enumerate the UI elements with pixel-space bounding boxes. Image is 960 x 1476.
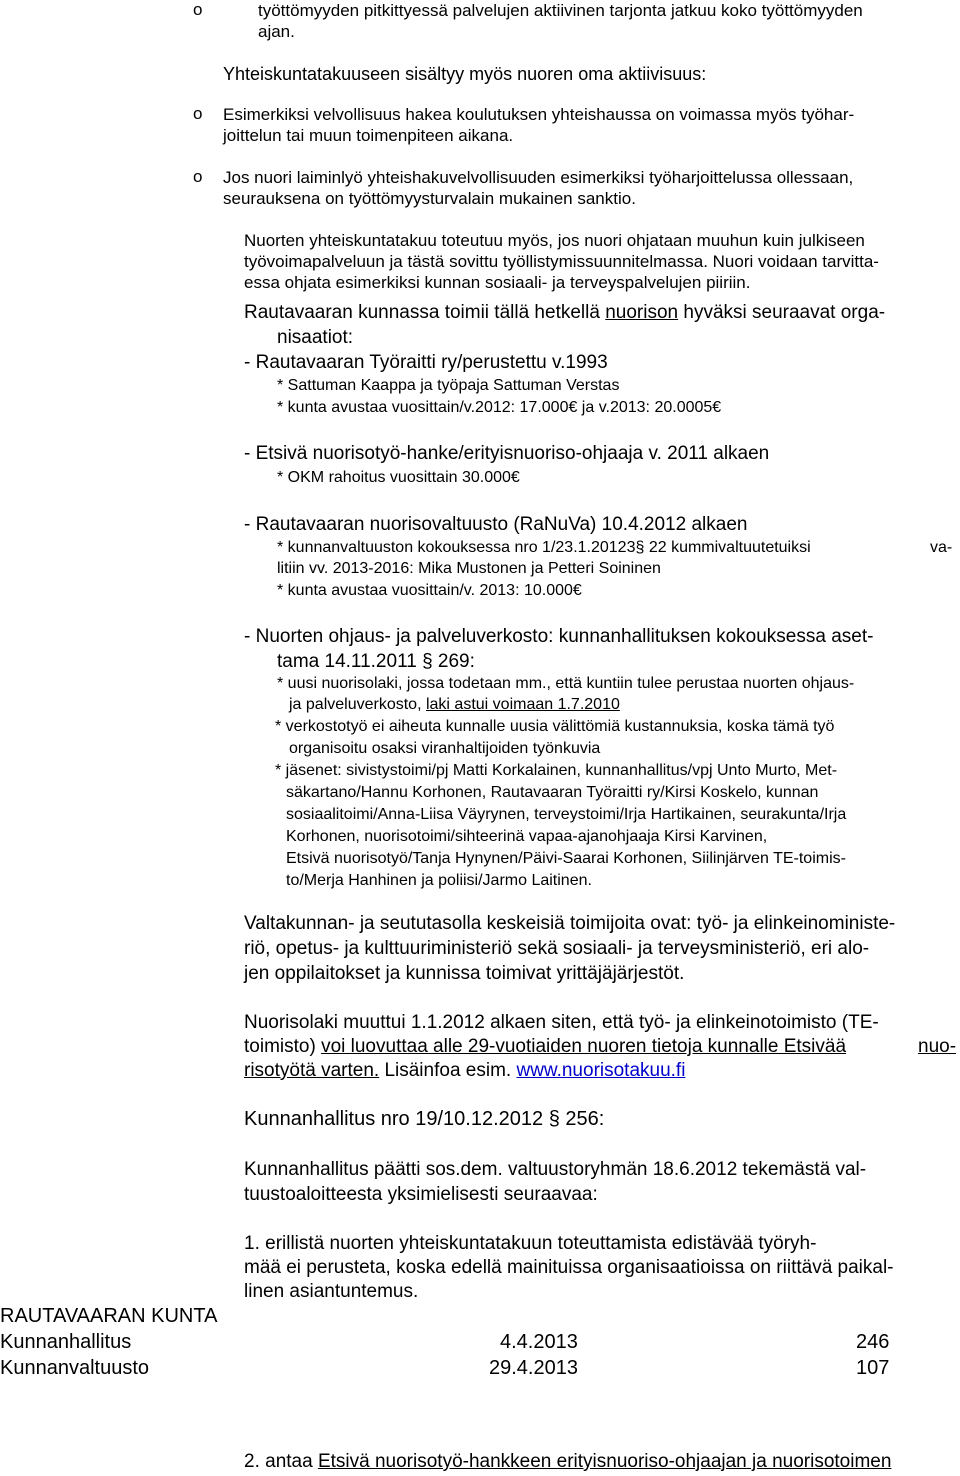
bullet-text: Esimerkiksi velvollisuus hakea koulutuksen yhteishaussa on voimassa myös työhar- bbox=[223, 105, 855, 124]
org-detail: sosiaalitoimi/Anna-Liisa Väyrynen, terveystoimi/Irja Hartikainen, seurakunta/Irja bbox=[286, 806, 847, 823]
bullet-text: ajan. bbox=[258, 22, 295, 41]
paragraph-line: Valtakunnan- ja seututasolla keskeisiä toimijoita ovat: työ- ja elinkeinoministe- bbox=[244, 913, 896, 934]
paragraph-line: Kunnanhallitus päätti sos.dem. valtuustoryhmän 18.6.2012 tekemästä val- bbox=[244, 1159, 867, 1180]
paragraph-text: Lisäinfoa esim. bbox=[379, 1060, 517, 1081]
bullet-text: Jos nuori laiminlyö yhteishakuvelvollisuuden esimerkiksi työharjoittelussa ollessaan, bbox=[223, 168, 854, 187]
organization-name: RAUTAVAARAN KUNTA bbox=[0, 1305, 218, 1327]
org-item: - Nuorten ohjaus- ja palveluverkosto: kunnanhallituksen kokouksessa aset- bbox=[244, 626, 874, 647]
org-detail: litiin vv. 2013-2016: Mika Mustonen ja Petteri Soininen bbox=[277, 560, 661, 577]
decision-item bbox=[244, 1451, 891, 1473]
decision-heading: Kunnanhallitus nro 19/10.12.2012 § 256: bbox=[244, 1108, 605, 1130]
org-detail: * jäsenet: sivistystoimi/pj Matti Korkalainen, kunnanhallitus/vpj Unto Murto, Met- bbox=[275, 762, 838, 779]
meeting-date: 29.4.2013 bbox=[489, 1357, 578, 1379]
org-detail bbox=[289, 694, 620, 716]
org-detail: * verkostotyö ei aiheuta kunnalle uusia välittömiä kustannuksia, koska tämä työ bbox=[275, 718, 835, 735]
orgs-intro-text: hyväksi seuraavat orga- bbox=[678, 302, 886, 323]
orgs-intro-text: Rautavaaran kunnassa toimii tällä hetkellä bbox=[244, 302, 606, 323]
org-detail-text: ja palveluverkosto, bbox=[289, 696, 426, 713]
bullet-marker: o bbox=[193, 167, 203, 186]
org-item: tama 14.11.2011 § 269: bbox=[277, 651, 475, 672]
decision-item: mää ei perusteta, koska edellä mainituissa organisaatioissa on riittävä paikal- bbox=[244, 1257, 894, 1278]
paragraph-line bbox=[244, 1060, 685, 1082]
paragraph-text: toimisto) bbox=[244, 1036, 322, 1057]
decision-item-text: 2. antaa bbox=[244, 1451, 318, 1472]
paragraph-line: työvoimapalveluun ja tästä sovittu työllistymissuunnitelmassa. Nuori voidaan tarvitta- bbox=[244, 252, 879, 271]
org-detail: organisoitu osaksi viranhaltijoiden työnkuvia bbox=[289, 740, 601, 757]
org-item: - Rautavaaran nuorisovaltuusto (RaNuVa) 10.4.2012 alkaen bbox=[244, 514, 748, 535]
org-detail: Korhonen, nuorisotoimi/sihteerinä vapaa-ajanohjaaja Kirsi Karvinen, bbox=[286, 828, 768, 845]
paragraph-line: jen oppilaitokset ja kunnissa toimivat yrittäjäjärjestöt. bbox=[244, 963, 685, 984]
org-detail: to/Merja Hanhinen ja poliisi/Jarmo Laitinen. bbox=[286, 872, 592, 889]
paragraph-line: essa ohjata esimerkiksi kunnan sosiaali- ja terveyspalvelujen piiriin. bbox=[244, 273, 751, 292]
paragraph-line: Nuorisolaki muuttui 1.1.2012 alkaen siten, että työ- ja elinkeinotoimisto (TE- bbox=[244, 1012, 879, 1033]
bullet-text: seurauksena on työttömyysturvalain mukainen sanktio. bbox=[223, 189, 636, 208]
decision-item: 1. erillistä nuorten yhteiskuntatakuun toteuttamista edistävää työryh- bbox=[244, 1233, 817, 1254]
org-item: - Rautavaaran Työraitti ry/perustettu v.1993 bbox=[244, 352, 608, 373]
decision-item-underlined: Etsivä nuorisotyö-hankkeen erityisnuoriso-ohjaajan ja nuorisotoimen bbox=[317, 1451, 892, 1472]
paragraph-underlined: voi luovuttaa alle 29-vuotiaiden nuoren tietoja kunnalle Etsivää bbox=[321, 1036, 847, 1057]
paragraph-line: tuustoaloitteesta yksimielisesti seuraavaa: bbox=[244, 1184, 598, 1205]
org-detail: Etsivä nuorisotyö/Tanja Hynynen/Päivi-Saarai Korhonen, Siilinjärven TE-toimis- bbox=[286, 850, 846, 867]
org-detail-underlined: laki astui voimaan 1.7.2010 bbox=[425, 696, 620, 713]
paragraph-line: Nuorten yhteiskuntatakuu toteutuu myös, jos nuori ohjataan muuhun kuin julkiseen bbox=[244, 231, 865, 250]
org-detail: * kunta avustaa vuosittain/v. 2013: 10.000€ bbox=[277, 582, 582, 599]
meeting-date: 4.4.2013 bbox=[500, 1331, 578, 1353]
org-detail: * uusi nuorisolaki, jossa todetaan mm., että kuntiin tulee perustaa nuorten ohjaus- bbox=[277, 675, 855, 692]
paragraph-line: riö, opetus- ja kulttuuriministeriö sekä sosiaali- ja terveysministeriö, eri alo- bbox=[244, 938, 870, 959]
paragraph-underlined: nuo- bbox=[918, 1036, 957, 1057]
nuorisotakuu-link[interactable]: www.nuorisotakuu.fi bbox=[516, 1060, 686, 1081]
orgs-intro bbox=[244, 302, 885, 324]
paragraph-line bbox=[244, 1036, 846, 1058]
meeting-body: Kunnanvaltuusto bbox=[0, 1357, 150, 1379]
meeting-body: Kunnanhallitus bbox=[0, 1331, 132, 1353]
bullet-marker: o bbox=[193, 0, 203, 19]
org-detail: säkartano/Hannu Korhonen, Rautavaaran Työraitti ry/Kirsi Koskelo, kunnan bbox=[286, 784, 819, 801]
org-detail: * kunta avustaa vuosittain/v.2012: 17.000€ ja v.2013: 20.0005€ bbox=[277, 399, 722, 416]
bullet-text: joittelun tai muun toimenpiteen aikana. bbox=[223, 126, 514, 145]
org-detail: * kunnanvaltuuston kokouksessa nro 1/23.1.20123§ 22 kummivaltuutetuiksi bbox=[277, 539, 811, 556]
bullet-marker: o bbox=[193, 104, 203, 123]
org-detail: * OKM rahoitus vuosittain 30.000€ bbox=[277, 469, 520, 486]
org-detail: va- bbox=[930, 539, 953, 556]
org-item: - Etsivä nuorisotyö-hanke/erityisnuoriso-ohjaaja v. 2011 alkaen bbox=[244, 443, 770, 464]
paragraph-underlined: risotyötä varten. bbox=[244, 1060, 380, 1081]
bullet-text: työttömyyden pitkittyessä palvelujen aktiivinen tarjonta jatkuu koko työttömyyden bbox=[258, 1, 863, 20]
section-number: 246 bbox=[856, 1331, 890, 1353]
decision-item: linen asiantuntemus. bbox=[244, 1281, 419, 1302]
orgs-intro: nisaatiot: bbox=[277, 327, 354, 348]
section-intro: Yhteiskuntatakuuseen sisältyy myös nuoren oma aktiivisuus: bbox=[223, 64, 707, 84]
org-detail: * Sattuman Kaappa ja työpaja Sattuman Verstas bbox=[277, 377, 620, 394]
section-number: 107 bbox=[856, 1357, 890, 1379]
orgs-intro-underlined: nuorison bbox=[605, 302, 679, 323]
